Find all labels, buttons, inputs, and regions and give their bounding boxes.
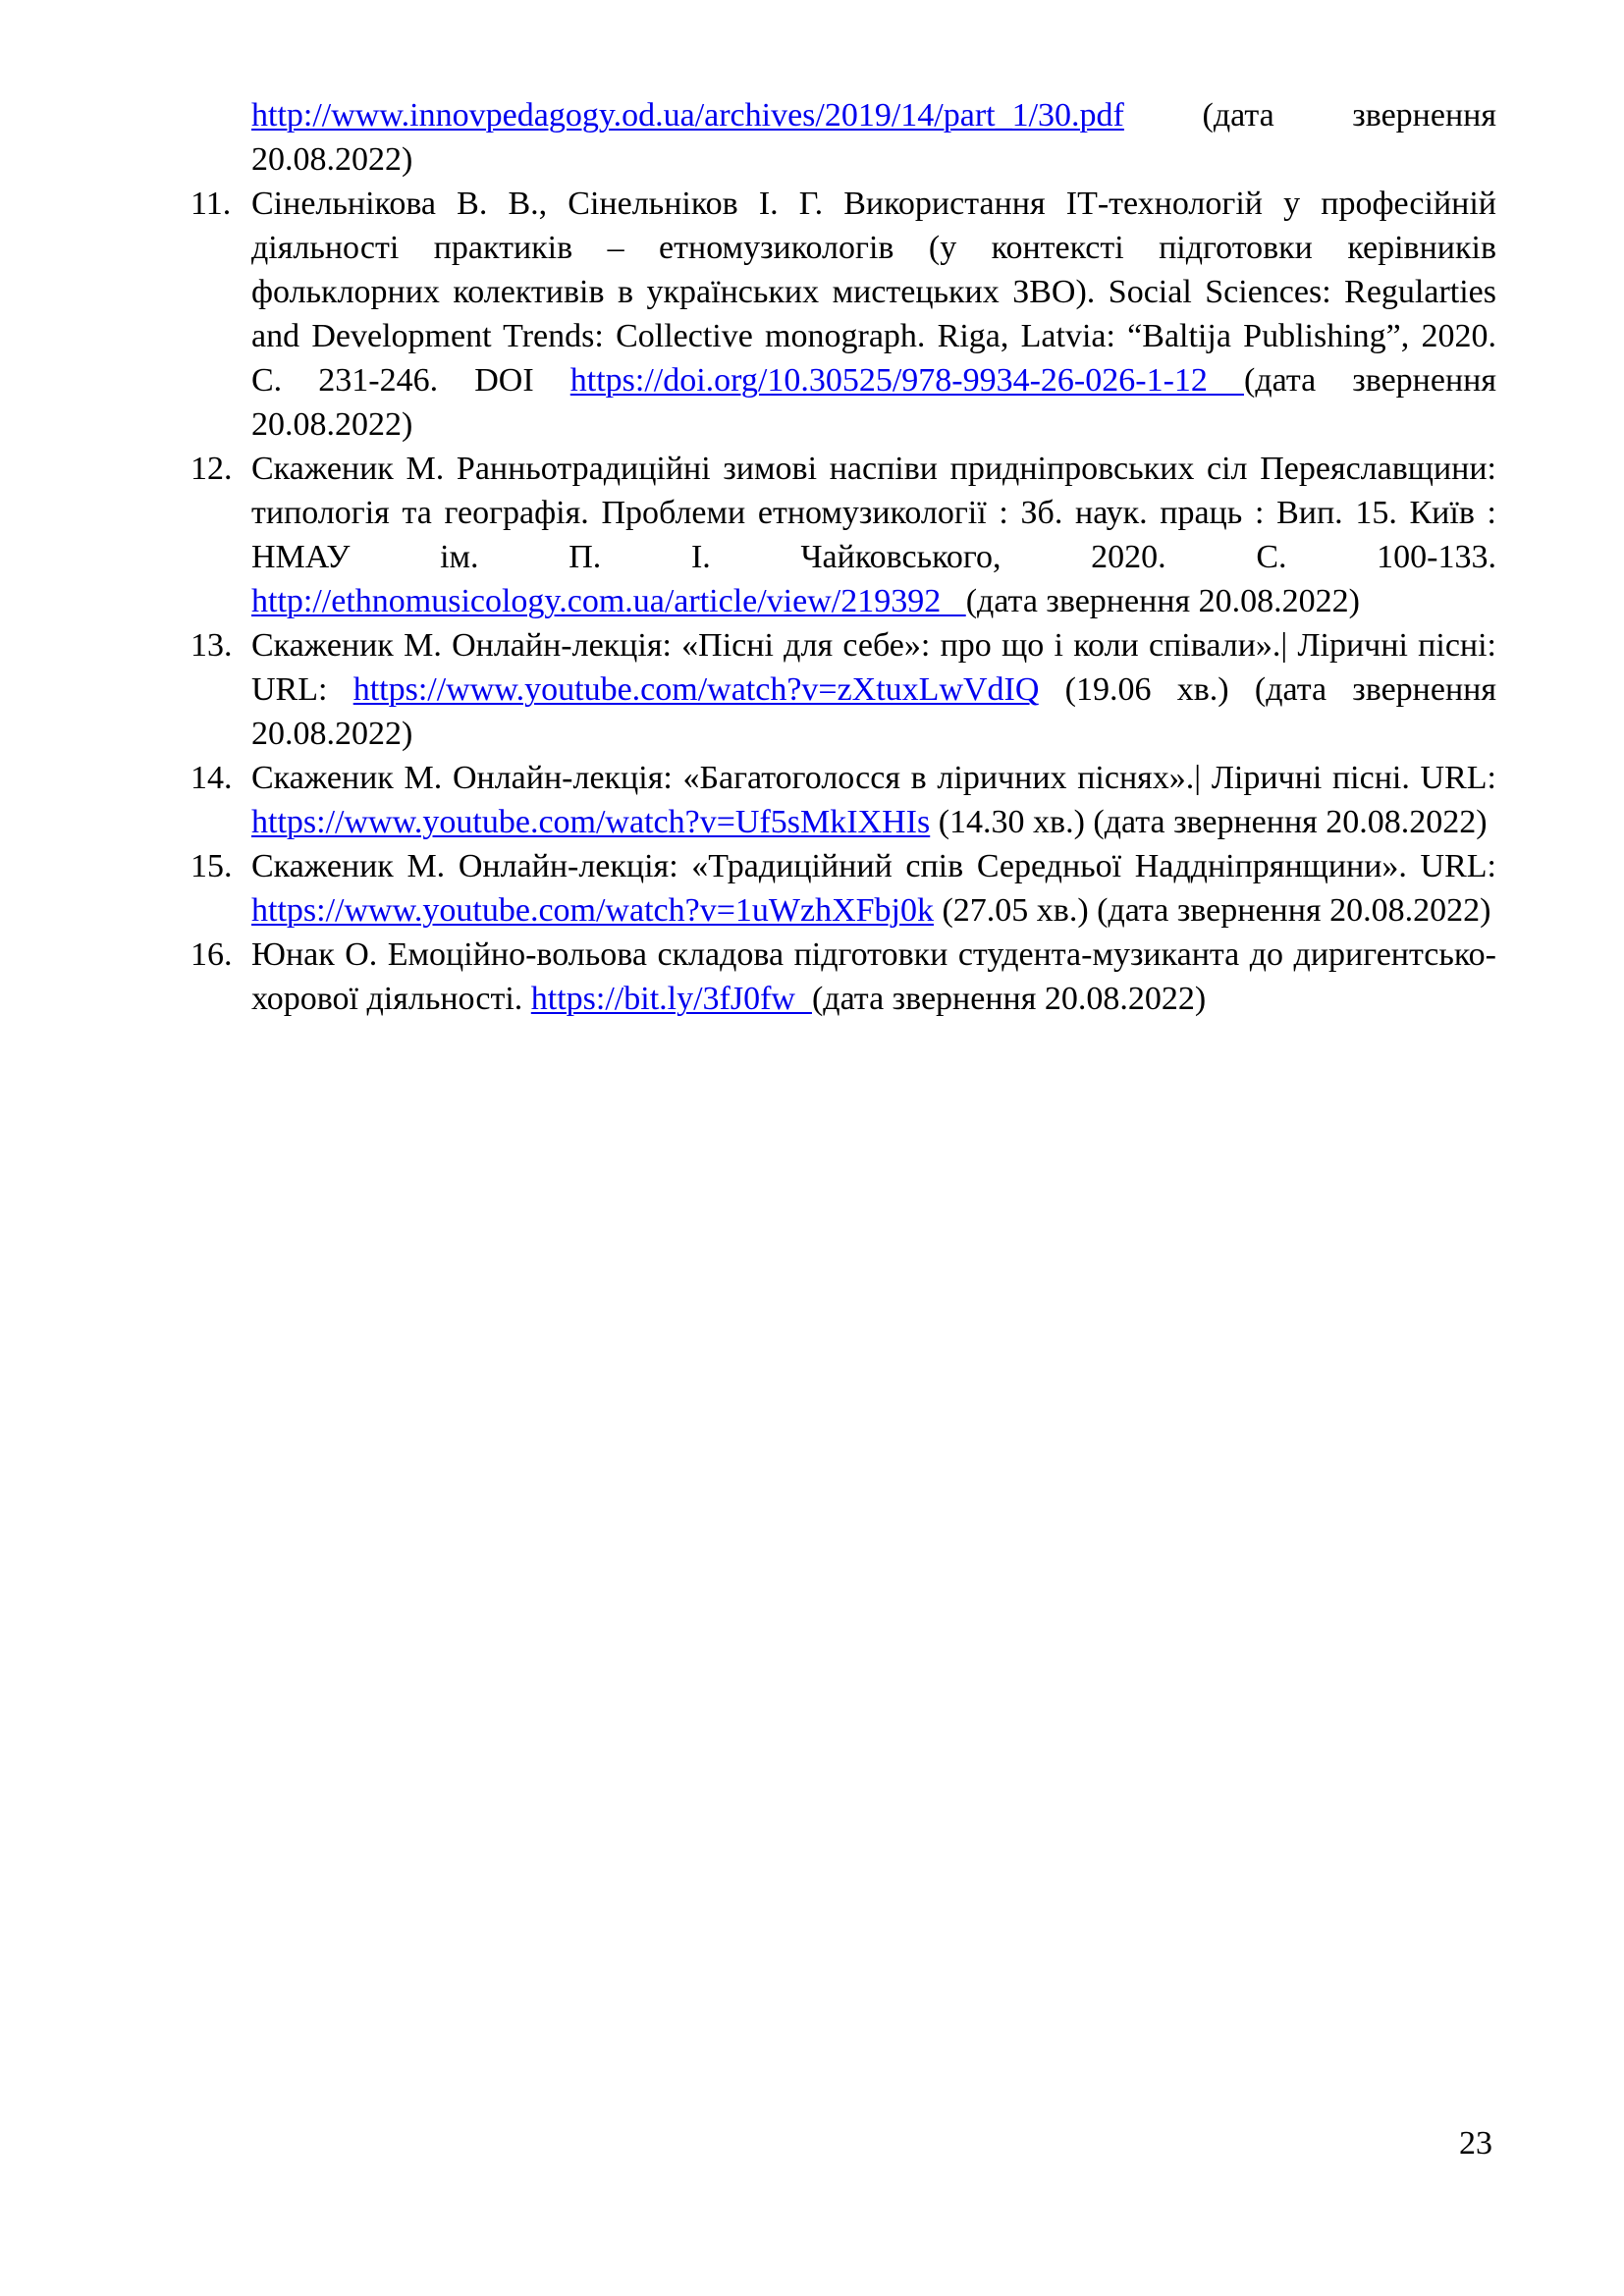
- reference-text: (19.06 хв.) (дата звернення 20.08.2022): [251, 671, 1496, 752]
- reference-text: Скаженик М. Ранньотрадиційні зимові наспіви придніпровських сіл Переяславщини: типологія та географія. Проблеми етномузикології : Зб. наук. праць : Вип. 15. Київ : НМАУ ім. П. І. Чайковського, 2020. С. 100-133.: [251, 451, 1496, 575]
- reference-entry-16: [190, 933, 1496, 1021]
- reference-text: (14.30 хв.) (дата звернення 20.08.2022): [930, 804, 1488, 840]
- reference-text: Сінельнікова В. В., Сінельніков І. Г. Використання ІТ-технологій у професійній діяльності практиків – етномузикологів (у контексті підготовки керівників фольклорних колективів в українських мистецьких ЗВО). Social Sciences: Regularties and Development Trends: Collective monograph. Riga, Latvia: “Baltija Publishing”, 2020. С. 231-246. DOI: [251, 186, 1496, 399]
- reference-entry-continuation: [251, 93, 1496, 182]
- reference-text: (дата звернення 20.08.2022): [251, 97, 1496, 178]
- reference-text: (дата звернення 20.08.2022): [811, 981, 1207, 1017]
- reference-number: 13.: [190, 627, 233, 664]
- reference-entry-11: [190, 182, 1496, 447]
- page-number: 23: [1459, 2125, 1492, 2162]
- reference-number: 12.: [190, 451, 233, 487]
- reference-number: 11.: [190, 186, 232, 222]
- reference-entry-13: [190, 623, 1496, 756]
- reference-list: [190, 93, 1496, 1021]
- reference-link[interactable]: https://bit.ly/3fJ0fw: [530, 981, 812, 1017]
- reference-link[interactable]: http://www.innovpedagogy.od.ua/archives/2019/14/part_1/30.pdf: [251, 97, 1124, 133]
- reference-entry-12: [190, 447, 1496, 623]
- reference-link[interactable]: https://www.youtube.com/watch?v=zXtuxLwVdIQ: [352, 671, 1040, 708]
- reference-text: (дата звернення 20.08.2022): [965, 583, 1360, 619]
- reference-link[interactable]: http://ethnomusicology.com.ua/article/view/219392: [251, 583, 966, 619]
- reference-text: (27.05 хв.) (дата звернення 20.08.2022): [933, 892, 1491, 929]
- reference-entry-14: [190, 756, 1496, 844]
- reference-number: 14.: [190, 760, 233, 796]
- reference-link[interactable]: https://doi.org/10.30525/978-9934-26-026-1-12: [569, 362, 1244, 399]
- reference-number: 16.: [190, 936, 233, 973]
- reference-text: (дата звернення 20.08.2022): [251, 362, 1496, 443]
- reference-number: 15.: [190, 848, 233, 884]
- reference-text: Юнак О. Емоційно-вольова складова підготовки студента-музиканта до диригентсько-хорової діяльності.: [251, 936, 1496, 1017]
- reference-text: Скаженик М. Онлайн-лекція: «Пісні для себе»: про що і коли співали».| Ліричні пісні: URL:: [251, 627, 1496, 708]
- reference-link[interactable]: https://www.youtube.com/watch?v=1uWzhXFbj0k: [251, 892, 934, 929]
- reference-text: Скаженик М. Онлайн-лекція: «Традиційний спів Середньої Наддніпрянщини». URL:: [251, 848, 1496, 884]
- reference-entry-15: [190, 844, 1496, 933]
- reference-text: Скаженик М. Онлайн-лекція: «Багатоголосся в ліричних піснях».| Ліричні пісні. URL:: [251, 760, 1496, 796]
- reference-link[interactable]: https://www.youtube.com/watch?v=Uf5sMkIXHIs: [251, 804, 931, 840]
